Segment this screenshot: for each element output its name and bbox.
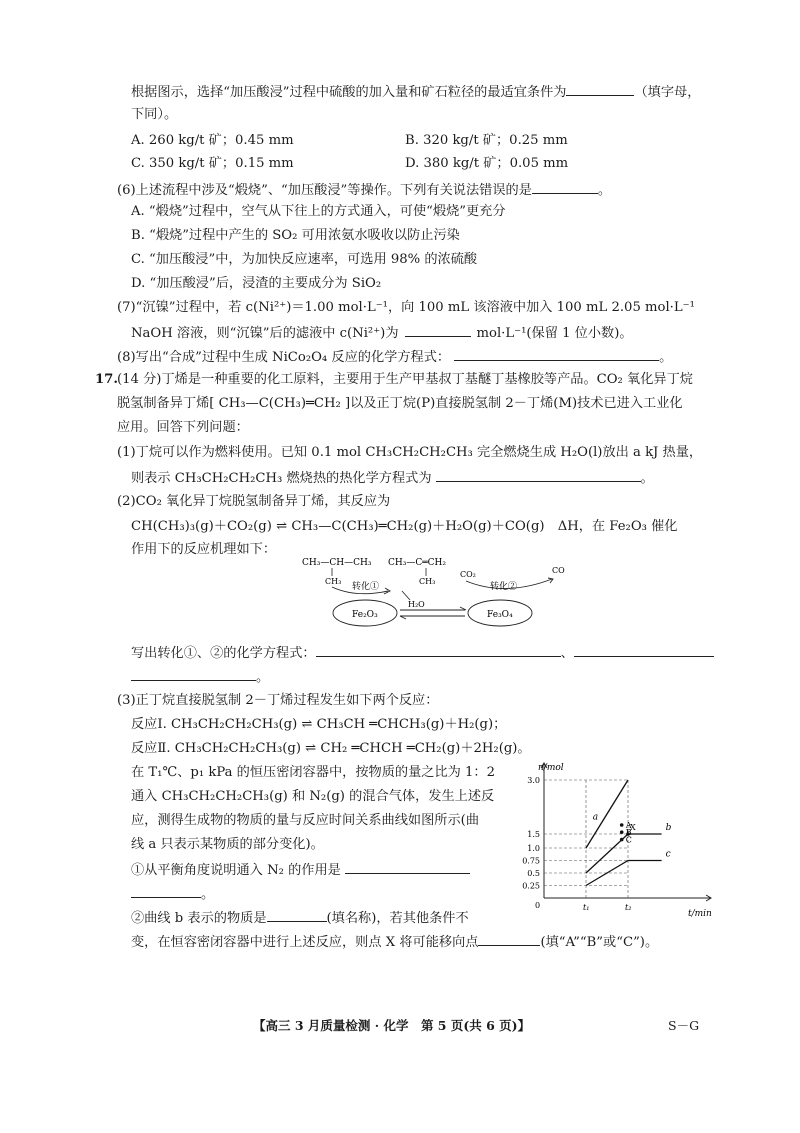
point-label-X: X xyxy=(630,823,636,832)
mech-co: CO xyxy=(552,566,565,575)
q17-q-b-line2: 变，在恒容密闭容器中进行上述反应，则点 X 将可能移向点 (填“A”“B”或“C”)。 xyxy=(131,932,658,952)
q7-line2: NaOH 溶液，则“沉镍”后的滤液中 c(Ni²⁺)为 mol·L⁻¹(保留 1 位小数)。 xyxy=(131,323,633,343)
point-B xyxy=(620,830,624,834)
x-axis-label: t/min xyxy=(688,909,712,919)
q6-option-c: C. “加压酸浸”中，为加快反应速率，可选用 98% 的浓硫酸 xyxy=(131,252,478,267)
q17-p3-intro: (3)正丁烷直接脱氢制 2－丁烯过程发生如下两个反应： xyxy=(117,693,439,708)
q17-intro2: 脱氢制备异丁烯[ CH₃—C(CH₃)═CH₂ ]以及正丁烷(P)直接脱氢制 2－丁烯(M)技术已进入工业化 xyxy=(117,396,683,411)
reverse-arrow-head-icon xyxy=(400,616,406,619)
q17-p2-blank2[interactable] xyxy=(574,643,714,657)
point-label-A: A xyxy=(625,821,632,830)
q5-answer-blank[interactable] xyxy=(566,82,634,96)
point-A xyxy=(620,823,624,827)
amount-vs-time-chart xyxy=(510,758,720,920)
q8-stem: (8)写出“合成”过程中生成 NiCo₂O₄ 反应的化学方程式： 。 xyxy=(117,347,672,367)
q5-option-b: B. 320 kg/t 矿；0.25 mm xyxy=(405,133,568,148)
q17-reaction1: 反应Ⅰ. CH₃CH₂CH₂CH₃(g) ⇌ CH₃CH ═CHCH₃(g)＋H₂(g)； xyxy=(131,717,507,732)
q17-p3-desc4: 线 a 只表示某物质的部分变化)。 xyxy=(131,837,324,852)
q17-p2-line2: 。 xyxy=(131,667,269,687)
h2o-arrow xyxy=(402,591,410,600)
mech-co2: CO₂ xyxy=(460,570,476,579)
footer-right: S－G xyxy=(668,1018,700,1033)
mech-isobutene-top: CH₃—C═CH₂ xyxy=(388,558,446,568)
q17-number: 17. xyxy=(95,372,118,387)
q5-stem-line2: 下同）。 xyxy=(131,107,178,122)
q17-p1-line1: (1)丁烷可以作为燃料使用。已知 0.1 mol CH₃CH₂CH₂CH₃ 完全燃烧生成 H₂O(l)放出 a kJ 热量， xyxy=(117,445,703,460)
point-C xyxy=(620,838,624,842)
q17-reaction2: 反应Ⅱ. CH₃CH₂CH₂CH₃(g) ⇌ CH₂ ═CHCH ═CH₂(g)＋2H₂(g)。 xyxy=(131,741,531,756)
footer-center: 【高三 3 月质量检测 · 化学 第 5 页(共 6 页)】 xyxy=(253,1018,531,1033)
x-tick-label: t₂ xyxy=(625,903,632,912)
y-tick-label: 1.5 xyxy=(527,830,540,839)
series-line-b xyxy=(586,834,662,873)
y-tick-label: 3.0 xyxy=(527,776,540,785)
q5-option-a: A. 260 kg/t 矿；0.45 mm xyxy=(131,133,294,148)
q17-p2-line3: 作用下的反应机理如下： xyxy=(131,542,277,557)
q17-p3-desc2: 通入 CH₃CH₂CH₂CH₃(g) 和 N₂(g) 的混合气体，发生上述反 xyxy=(131,789,495,804)
q6-option-b: B. “煅烧”过程中产生的 SO₂ 可用浓氨水吸收以防止污染 xyxy=(131,228,460,243)
mech-isobutane-bottom: CH₃ xyxy=(325,577,342,586)
q17-n2-blank1[interactable] xyxy=(345,860,470,874)
q17-p2-line1: (2)CO₂ 氧化异丁烷脱氢制备异丁烯，其反应为 xyxy=(117,494,391,509)
q7-line1: (7)“沉镍”过程中，若 c(Ni²⁺)＝1.00 mol·L⁻¹，向 100 mL 该溶液中加入 100 mL 2.05 mol·L⁻¹ xyxy=(117,300,695,315)
q17-q-n2-line2: 。 xyxy=(131,884,214,904)
q17-x-point-blank[interactable] xyxy=(478,932,540,946)
q17-p1-answer-blank[interactable] xyxy=(436,468,641,482)
reaction-mechanism-diagram xyxy=(290,553,570,633)
y-tick-label: 1.0 xyxy=(527,844,540,853)
q17-p2-blank1[interactable] xyxy=(316,643,561,657)
mech-step2-label: 转化② xyxy=(490,582,518,592)
point-label-C: C xyxy=(625,835,632,845)
q17-q-n2: ①从平衡角度说明通入 N₂ 的作用是 xyxy=(131,860,470,880)
q6-option-d: D. “加压酸浸”后，浸渣的主要成分为 SiO₂ xyxy=(131,276,382,291)
y-tick-label: 0.25 xyxy=(522,881,540,891)
q8-answer-blank[interactable] xyxy=(454,347,659,361)
q7-answer-blank[interactable] xyxy=(405,323,471,337)
mech-isobutene-bottom: CH₃ xyxy=(419,577,436,586)
q17-q-b-line1: ②曲线 b 表示的物质是 (填名称)，若其他条件不 xyxy=(131,908,469,928)
page-footer xyxy=(0,1016,800,1036)
x-tick-label: t₁ xyxy=(583,903,590,912)
q6-answer-blank[interactable] xyxy=(532,180,598,194)
series-line-c xyxy=(586,861,662,886)
q17-intro1: (14 分)丁烯是一种重要的化工原料，主要用于生产甲基叔丁基醚丁基橡胶等产品。CO₂ 氧化异丁烷 xyxy=(117,372,693,387)
mech-step1-label: 转化① xyxy=(352,582,380,592)
y-tick-label: 0.75 xyxy=(522,856,540,866)
q17-p2-equation: CH(CH₃)₃(g)＋CO₂(g) ⇌ CH₃—C(CH₃)═CH₂(g)＋H₂O(g)＋CO(g) ΔH，在 Fe₂O₃ 催化 xyxy=(131,519,678,534)
q17-p2-write: 写出转化①、②的化学方程式： 、 xyxy=(131,643,714,663)
point-label-B: B xyxy=(625,828,632,838)
q17-p1-line2: 则表示 CH₃CH₂CH₂CH₃ 燃烧热的热化学方程式为 。 xyxy=(131,468,654,488)
q6-stem: (6)上述流程中涉及“煅烧”、“加压酸浸”等操作。下列有关说法错误的是 。 xyxy=(117,180,611,200)
q17-b-name-blank[interactable] xyxy=(267,908,327,922)
mech-isobutane-top: CH₃—CH—CH₃ xyxy=(302,558,372,568)
mech-fe3o4: Fe₃O₄ xyxy=(487,610,513,620)
series-label-a: a xyxy=(592,812,599,823)
forward-arrow-head-icon xyxy=(460,607,466,610)
q5-option-c: C. 350 kg/t 矿；0.15 mm xyxy=(131,156,294,171)
origin-label: 0 xyxy=(535,901,541,910)
q17-p3-desc3: 应，测得生成物的物质的量与反应时间关系曲线如图所示(曲 xyxy=(131,813,480,828)
q17-intro3: 应用。回答下列问题： xyxy=(117,420,249,435)
q17-n2-blank2[interactable] xyxy=(131,884,201,898)
y-tick-label: 0.5 xyxy=(527,869,540,878)
mech-fe2o3: Fe₂O₃ xyxy=(352,610,378,620)
series-label-b: b xyxy=(665,823,672,833)
q17-p3-desc1: 在 T₁℃、p₁ kPa 的恒压密闭容器中，按物质的量之比为 1：2 xyxy=(131,765,495,780)
y-axis-label: n/mol xyxy=(538,763,564,773)
q5-option-d: D. 380 kg/t 矿；0.05 mm xyxy=(405,156,569,171)
q6-option-a: A. “煅烧”过程中，空气从下往上的方式通入，可使“煅烧”更充分 xyxy=(131,204,506,219)
q17-p2-blank3[interactable] xyxy=(131,667,256,681)
mech-h2o: H₂O xyxy=(408,600,425,609)
q5-stem: 根据图示，选择“加压酸浸”过程中硫酸的加入量和矿石粒径的最适宜条件为 （填字母， xyxy=(131,82,700,102)
series-label-c: c xyxy=(665,849,671,860)
